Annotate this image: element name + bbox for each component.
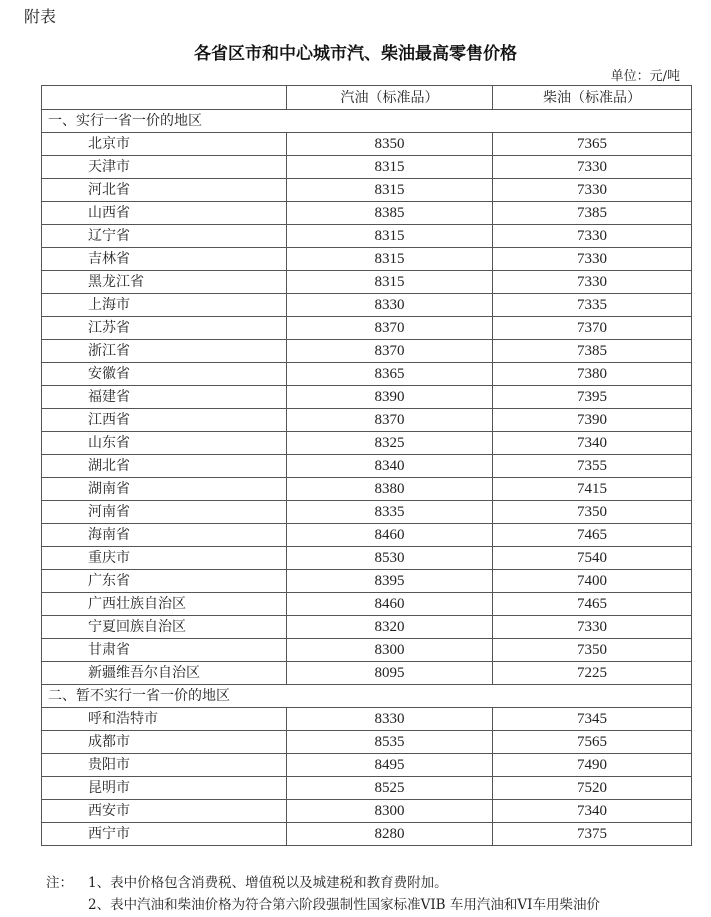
gasoline-price-cell: 8350 bbox=[287, 133, 493, 156]
header-region bbox=[42, 86, 287, 110]
region-cell: 湖北省 bbox=[42, 455, 287, 478]
diesel-price-cell: 7465 bbox=[493, 593, 692, 616]
diesel-price-cell: 7375 bbox=[493, 823, 692, 846]
table-row bbox=[42, 409, 692, 432]
diesel-price-cell: 7350 bbox=[493, 501, 692, 524]
table-row bbox=[42, 156, 692, 179]
diesel-price-cell: 7565 bbox=[493, 731, 692, 754]
table-row bbox=[42, 662, 692, 685]
diesel-price-cell: 7335 bbox=[493, 294, 692, 317]
table-row bbox=[42, 731, 692, 754]
gasoline-price-cell: 8370 bbox=[287, 317, 493, 340]
diesel-price-cell: 7465 bbox=[493, 524, 692, 547]
region-cell: 新疆维吾尔自治区 bbox=[42, 662, 287, 685]
notes-label: 注： bbox=[46, 875, 73, 891]
unit-label: 单位：元/吨 bbox=[610, 69, 680, 84]
note-item: 2、表中汽油和柴油价格为符合第六阶段强制性国家标准VIB 车用汽油和VI车用柴油价 bbox=[88, 897, 600, 913]
region-cell: 福建省 bbox=[42, 386, 287, 409]
table-row bbox=[42, 478, 692, 501]
diesel-price-cell: 7330 bbox=[493, 179, 692, 202]
diesel-price-cell: 7380 bbox=[493, 363, 692, 386]
region-cell: 海南省 bbox=[42, 524, 287, 547]
region-cell: 重庆市 bbox=[42, 547, 287, 570]
price-table bbox=[41, 85, 692, 846]
header-gasoline: 汽油（标准品） bbox=[287, 86, 493, 110]
table-header-row bbox=[42, 86, 692, 110]
diesel-price-cell: 7330 bbox=[493, 225, 692, 248]
diesel-price-cell: 7400 bbox=[493, 570, 692, 593]
gasoline-price-cell: 8315 bbox=[287, 225, 493, 248]
region-cell: 山东省 bbox=[42, 432, 287, 455]
diesel-price-cell: 7330 bbox=[493, 248, 692, 271]
gasoline-price-cell: 8315 bbox=[287, 156, 493, 179]
region-cell: 安徽省 bbox=[42, 363, 287, 386]
gasoline-price-cell: 8390 bbox=[287, 386, 493, 409]
table-row bbox=[42, 708, 692, 731]
gasoline-price-cell: 8370 bbox=[287, 340, 493, 363]
diesel-price-cell: 7225 bbox=[493, 662, 692, 685]
table-row bbox=[42, 386, 692, 409]
gasoline-price-cell: 8280 bbox=[287, 823, 493, 846]
diesel-price-cell: 7385 bbox=[493, 202, 692, 225]
region-cell: 贵阳市 bbox=[42, 754, 287, 777]
gasoline-price-cell: 8385 bbox=[287, 202, 493, 225]
notes bbox=[46, 872, 600, 916]
table-row bbox=[42, 179, 692, 202]
gasoline-price-cell: 8525 bbox=[287, 777, 493, 800]
region-cell: 黑龙江省 bbox=[42, 271, 287, 294]
gasoline-price-cell: 8315 bbox=[287, 271, 493, 294]
table-row bbox=[42, 501, 692, 524]
region-cell: 天津市 bbox=[42, 156, 287, 179]
diesel-price-cell: 7540 bbox=[493, 547, 692, 570]
table-row bbox=[42, 133, 692, 156]
diesel-price-cell: 7390 bbox=[493, 409, 692, 432]
gasoline-price-cell: 8460 bbox=[287, 524, 493, 547]
table-row bbox=[42, 823, 692, 846]
diesel-price-cell: 7370 bbox=[493, 317, 692, 340]
attachment-label: 附表 bbox=[24, 7, 57, 26]
table-row bbox=[42, 248, 692, 271]
gasoline-price-cell: 8335 bbox=[287, 501, 493, 524]
diesel-price-cell: 7385 bbox=[493, 340, 692, 363]
gasoline-price-cell: 8395 bbox=[287, 570, 493, 593]
region-cell: 广西壮族自治区 bbox=[42, 593, 287, 616]
gasoline-price-cell: 8365 bbox=[287, 363, 493, 386]
region-cell: 山西省 bbox=[42, 202, 287, 225]
region-cell: 宁夏回族自治区 bbox=[42, 616, 287, 639]
diesel-price-cell: 7365 bbox=[493, 133, 692, 156]
region-cell: 昆明市 bbox=[42, 777, 287, 800]
diesel-price-cell: 7395 bbox=[493, 386, 692, 409]
gasoline-price-cell: 8370 bbox=[287, 409, 493, 432]
table-row bbox=[42, 593, 692, 616]
diesel-price-cell: 7330 bbox=[493, 616, 692, 639]
table-row bbox=[42, 616, 692, 639]
table-row bbox=[42, 570, 692, 593]
table-row bbox=[42, 340, 692, 363]
section-row bbox=[42, 110, 692, 133]
diesel-price-cell: 7330 bbox=[493, 156, 692, 179]
table-row bbox=[42, 202, 692, 225]
gasoline-price-cell: 8495 bbox=[287, 754, 493, 777]
table-row bbox=[42, 271, 692, 294]
gasoline-price-cell: 8380 bbox=[287, 478, 493, 501]
diesel-price-cell: 7340 bbox=[493, 800, 692, 823]
diesel-price-cell: 7520 bbox=[493, 777, 692, 800]
gasoline-price-cell: 8315 bbox=[287, 248, 493, 271]
header-diesel: 柴油（标准品） bbox=[493, 86, 692, 110]
diesel-price-cell: 7345 bbox=[493, 708, 692, 731]
region-cell: 湖南省 bbox=[42, 478, 287, 501]
table-row bbox=[42, 363, 692, 386]
region-cell: 浙江省 bbox=[42, 340, 287, 363]
gasoline-price-cell: 8330 bbox=[287, 294, 493, 317]
region-cell: 广东省 bbox=[42, 570, 287, 593]
diesel-price-cell: 7340 bbox=[493, 432, 692, 455]
gasoline-price-cell: 8325 bbox=[287, 432, 493, 455]
table-row bbox=[42, 547, 692, 570]
diesel-price-cell: 7350 bbox=[493, 639, 692, 662]
section-label: 二、暂不实行一省一价的地区 bbox=[42, 685, 692, 708]
table-row bbox=[42, 754, 692, 777]
gasoline-price-cell: 8535 bbox=[287, 731, 493, 754]
region-cell: 成都市 bbox=[42, 731, 287, 754]
region-cell: 河南省 bbox=[42, 501, 287, 524]
gasoline-price-cell: 8340 bbox=[287, 455, 493, 478]
table-row bbox=[42, 225, 692, 248]
gasoline-price-cell: 8460 bbox=[287, 593, 493, 616]
gasoline-price-cell: 8320 bbox=[287, 616, 493, 639]
region-cell: 吉林省 bbox=[42, 248, 287, 271]
region-cell: 江苏省 bbox=[42, 317, 287, 340]
note-item: 1、表中价格包含消费税、增值税以及城建税和教育费附加。 bbox=[88, 875, 448, 891]
table-row bbox=[42, 639, 692, 662]
table-row bbox=[42, 777, 692, 800]
region-cell: 北京市 bbox=[42, 133, 287, 156]
diesel-price-cell: 7490 bbox=[493, 754, 692, 777]
gasoline-price-cell: 8095 bbox=[287, 662, 493, 685]
region-cell: 辽宁省 bbox=[42, 225, 287, 248]
diesel-price-cell: 7415 bbox=[493, 478, 692, 501]
section-label: 一、实行一省一价的地区 bbox=[42, 110, 692, 133]
gasoline-price-cell: 8530 bbox=[287, 547, 493, 570]
diesel-price-cell: 7355 bbox=[493, 455, 692, 478]
region-cell: 呼和浩特市 bbox=[42, 708, 287, 731]
region-cell: 西宁市 bbox=[42, 823, 287, 846]
region-cell: 上海市 bbox=[42, 294, 287, 317]
gasoline-price-cell: 8300 bbox=[287, 800, 493, 823]
gasoline-price-cell: 8300 bbox=[287, 639, 493, 662]
section-row bbox=[42, 685, 692, 708]
gasoline-price-cell: 8315 bbox=[287, 179, 493, 202]
region-cell: 甘肃省 bbox=[42, 639, 287, 662]
table-row bbox=[42, 294, 692, 317]
table-row bbox=[42, 524, 692, 547]
table-row bbox=[42, 317, 692, 340]
table-row bbox=[42, 432, 692, 455]
gasoline-price-cell: 8330 bbox=[287, 708, 493, 731]
region-cell: 河北省 bbox=[42, 179, 287, 202]
diesel-price-cell: 7330 bbox=[493, 271, 692, 294]
table-row bbox=[42, 800, 692, 823]
document-title: 各省区市和中心城市汽、柴油最高零售价格 bbox=[194, 44, 517, 64]
region-cell: 西安市 bbox=[42, 800, 287, 823]
table-row bbox=[42, 455, 692, 478]
region-cell: 江西省 bbox=[42, 409, 287, 432]
